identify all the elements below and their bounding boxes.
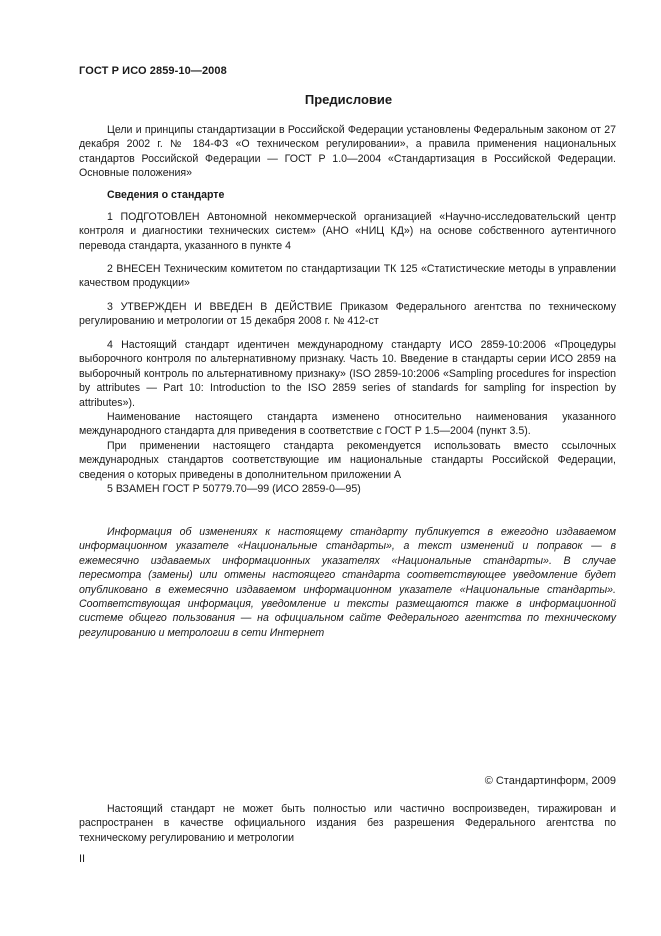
item-5-text: 5 ВЗАМЕН ГОСТ Р 50779.70—99 (ИСО 2859-0—95) [107,483,361,495]
item-4 [79,338,616,482]
intro-section [79,123,616,181]
item-2-text: 2 ВНЕСЕН Техническим комитетом по стандартизации ТК 125 «Статистические методы в управлении качеством продукции» [79,263,616,290]
footer-note-text: Настоящий стандарт не может быть полностью или частично воспроизведен, тиражирован и распространен в качестве официального издания без разрешения Федерального агентства по техническому регулированию и метрологии [79,803,616,844]
document-header: ГОСТ Р ИСО 2859-10—2008 [79,65,227,77]
page-title: Предисловие [304,92,393,107]
item-4-text: 4 Настоящий стандарт идентичен международному стандарту ИСО 2859-10:2006 «Процедуры выборочного контроля по альтернативному признаку. Часть 10. Введение в стандарты серии ИСО 2859 на выборочный контроль по альтернативному признаку» (ISO 2859-10:2006 «Sampling procedures for inspection by attributes — Part 10: Introduction to the ISO 2859 series of standards for sampling for inspection by attributes»). [79,339,616,409]
footer-note [79,802,616,845]
section-subheading: Сведения о стандарте [107,189,225,201]
item-2 [79,262,616,291]
info-note-text: Информация об изменениях к настоящему стандарту публикуется в ежегодно издаваемом информационном указателе «Национальные стандарты», а текст изменений и поправок — в ежемесячно издаваемых информационных указателях «Национальные стандарты». В случае пересмотра (замены) или отмены настоящего стандарта соответствующее уведомление будет опубликовано в ежемесячно издаваемом информационном указателе «Национальные стандарты». Соответствующая информация, уведомление и тексты размещаются также в информационной системе общего пользования — на официальном сайте Федерального агентства по техническому регулированию и метрологии в сети Интернет [79,526,616,639]
page-number: II [79,853,86,865]
item-1-text: 1 ПОДГОТОВЛЕН Автономной некоммерческой организацией «Научно-исследовательский центр контроля и диагностики технических систем» (АНО «НИЦ КД») на основе собственного аутентичного перевода стандарта, указанного в пункте 4 [79,211,616,252]
intro-paragraph: Цели и принципы стандартизации в Российской Федерации установлены Федеральным законом от 27 декабря 2002 г. № 184-ФЗ «О техническом регулировании», а правила применения национальных стандартов Российской Федерации — ГОСТ Р 1.0—2004 «Стандартизация в Российской Федерации. Основные положения» [79,124,616,180]
item-1 [79,210,616,253]
item-3-text: 3 УТВЕРЖДЕН И ВВЕДЕН В ДЕЙСТВИЕ Приказом Федерального агентства по техническому регулированию и метрологии от 15 декабря 2008 г. № 412-ст [79,301,616,328]
item-3 [79,300,616,329]
item-4-paragraph-3: При применении настоящего стандарта рекомендуется использовать вместо ссылочных международных стандартов соответствующие им национальные стандарты Российской Федерации, сведения о которых приведены в дополнительном приложении А [79,439,616,481]
item-4-paragraph-2: Наименование настоящего стандарта изменено относительно наименования указанного международного стандарта для приведения в соответствие с ГОСТ Р 1.5—2004 (пункт 3.5). [79,411,616,438]
info-note [79,525,616,640]
copyright-notice: © Стандартинформ, 2009 [484,775,616,787]
item-5 [79,482,616,496]
